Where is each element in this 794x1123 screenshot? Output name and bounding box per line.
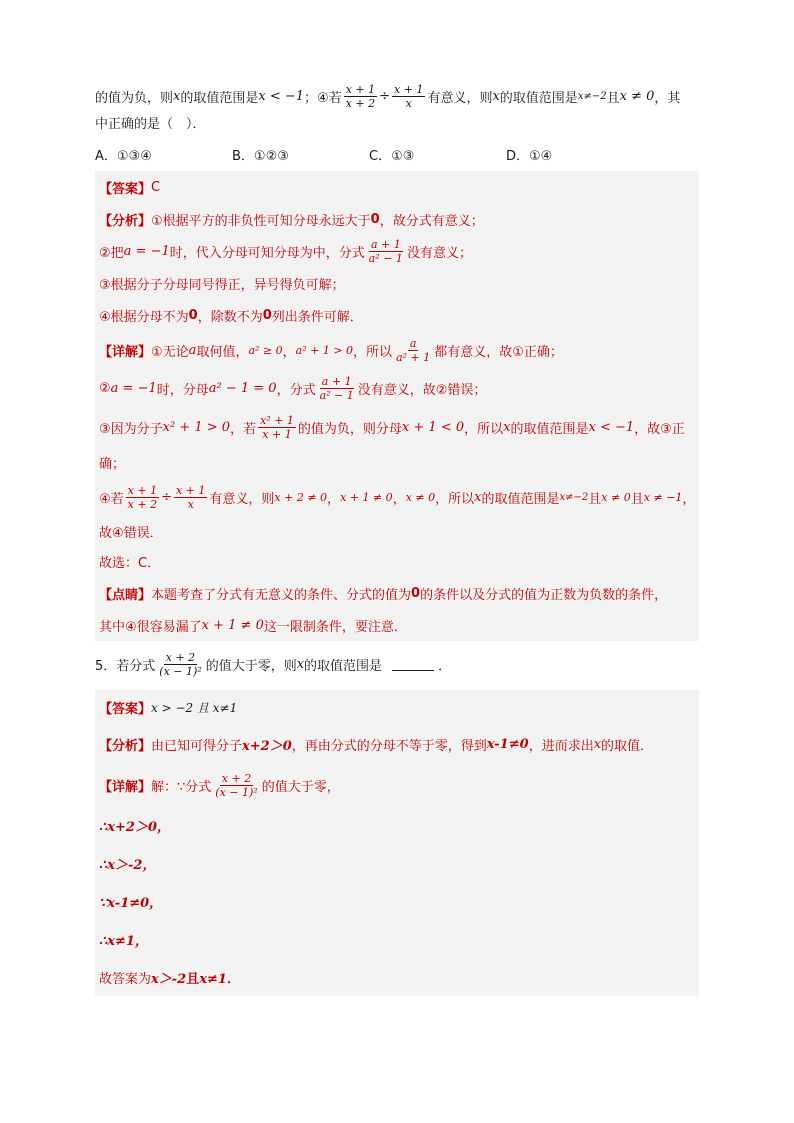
math-expr: x + 1 ≠ 0 (340, 490, 393, 504)
detail-row-3 (99, 407, 695, 447)
text: 解：∵分式 (151, 779, 212, 795)
step-1 (99, 806, 695, 844)
text: 的条件以及分式的值为正数为负数的条件， (420, 587, 668, 603)
var-x: x (474, 489, 482, 505)
math-expr: x+2＞0 (242, 738, 292, 754)
analysis-row-3 (99, 267, 695, 299)
math-expr: ∴x+2＞0， (99, 819, 171, 835)
comment-row-1 (99, 577, 695, 609)
analysis-row-1 (99, 203, 695, 235)
frac-den: (x − 1)² (215, 785, 258, 799)
detail-row-3b (99, 447, 695, 477)
q5-question (95, 641, 699, 687)
fraction (394, 337, 432, 364)
text: 时，代入分母可知分母为中，分式 (169, 245, 365, 261)
q4-line-2: 中正确的是（ ）． (95, 117, 206, 132)
text: 列出条件可解． (271, 309, 363, 325)
text: ；④若 (304, 90, 342, 106)
math-expr: x＞-2 (151, 971, 187, 987)
frac-den: x + 2 (127, 497, 158, 511)
text: 故选：C． (99, 555, 161, 571)
div-symbol: ÷ (379, 88, 391, 104)
text: ，所以 (464, 421, 504, 437)
step-4 (99, 920, 695, 958)
math-expr: x² + 1 > 0 (162, 419, 231, 435)
var-x: x (503, 419, 511, 435)
frac-den: x + 1 (262, 427, 292, 441)
text: 有意义，则 (427, 90, 493, 106)
fraction (258, 414, 296, 441)
text: 的取值． (601, 738, 654, 754)
fraction (126, 484, 159, 511)
text: ，其 (654, 90, 681, 106)
step-3 (99, 882, 695, 920)
text: ． (438, 658, 452, 674)
text: ，所以 (435, 491, 475, 507)
analysis-row (99, 724, 695, 764)
text: 没有意义，故②错误； (357, 382, 487, 398)
math-expr: x + 1 ≠ 0 (201, 617, 264, 633)
step-5 (99, 958, 695, 996)
text: 的取值范围是 (180, 90, 259, 106)
text: 且 (606, 90, 620, 106)
text: 故答案为 (99, 971, 152, 987)
text: 0 (188, 307, 198, 323)
fraction (367, 238, 405, 265)
text: 的值为负，则分母 (297, 421, 402, 437)
math-expr: a² − 1 = 0 (208, 380, 277, 396)
answer-tag: 【答案】 (99, 181, 152, 197)
frac-num: x + 2 (165, 650, 196, 664)
math-expr: a² + 1 > 0 (295, 343, 354, 357)
answer-value: C (151, 179, 161, 195)
var-x: x (593, 736, 602, 752)
detail-row (99, 764, 695, 806)
math-expr: x < −1 (258, 88, 305, 104)
detail-tag: 【详解】 (99, 779, 152, 795)
frac-num: a + 1 (370, 237, 401, 251)
text: 有意义，则 (209, 491, 275, 507)
q4-answer-block (95, 171, 699, 641)
text: 且 (630, 491, 644, 507)
frac-num: a (409, 336, 417, 350)
answer-row (99, 690, 695, 724)
text: 的值大于零， (261, 779, 340, 795)
math-expr: x ≠ 0 (619, 88, 655, 104)
text: ， (682, 491, 696, 507)
detail-row-1 (99, 331, 695, 369)
frac-den: a² − 1 (368, 251, 403, 265)
var-x: x (173, 88, 181, 104)
text: 5．若分式 (95, 658, 156, 674)
text: ，故③正 (634, 421, 685, 437)
math-expr: ∴x≠1， (99, 933, 148, 949)
option-d[interactable]: D．①④ (506, 148, 553, 164)
text: 其中④很容易漏了 (99, 619, 202, 635)
detail-row-4 (99, 477, 695, 517)
math-expr: x≠−2 (559, 491, 589, 503)
var-a: a (188, 342, 197, 358)
answer-tag: 【答案】 (99, 701, 152, 717)
math-expr: a² ≥ 0 (248, 343, 283, 357)
frac-den: x (187, 497, 194, 511)
text: ③因为分子 (99, 421, 163, 437)
math-expr: x ≠ 0 (405, 490, 436, 504)
text: 0 (411, 585, 421, 601)
text: 的取值范围是 (304, 658, 383, 674)
math-expr: ∵x-1≠0， (99, 895, 163, 911)
q4-line-1 (95, 78, 699, 114)
math-expr: x-1≠0 (486, 736, 529, 752)
step-2 (99, 844, 695, 882)
text: ， (392, 491, 406, 507)
text: ，进而求出 (528, 738, 594, 754)
text: 这一限制条件，要注意． (263, 619, 407, 635)
text: 故④错误． (99, 525, 163, 541)
fraction (213, 772, 259, 799)
frac-num: x + 1 (345, 82, 376, 96)
text: 且 (186, 971, 200, 987)
comment-tag: 【点睛】 (99, 587, 152, 603)
frac-den: a² − 1 (319, 388, 354, 402)
text: ，若 (230, 421, 257, 437)
div-symbol: ÷ (161, 489, 172, 505)
text: 0 (370, 211, 380, 227)
math-expr: a = −1 (110, 380, 157, 396)
fraction (318, 375, 356, 402)
document-page (95, 78, 699, 996)
text: ，故分式有意义； (379, 213, 484, 229)
q4-options (95, 140, 699, 168)
text: 的取值范围是 (499, 90, 578, 106)
math-expr: a = −1 (123, 243, 170, 259)
text: ，所以 (353, 344, 393, 360)
frac-num: x + 2 (221, 771, 252, 785)
option-c[interactable]: C．①③ (369, 148, 415, 164)
fraction (157, 651, 203, 678)
text: 0 (262, 307, 272, 323)
math-expr: x≠1． (199, 971, 240, 987)
frac-den: a² + 1 (396, 350, 431, 364)
text: 确； (99, 456, 126, 472)
text: 时，分母 (156, 382, 209, 398)
math-expr: x < −1 (588, 419, 635, 435)
answer-row (99, 171, 695, 203)
text: 没有意义； (406, 245, 472, 261)
fraction (174, 484, 207, 511)
text: 的值为负，则 (95, 90, 174, 106)
math-expr: ∴x＞-2， (99, 857, 156, 873)
analysis-row-2 (99, 235, 695, 267)
frac-den: (x − 1)² (159, 664, 202, 678)
text: ， (327, 491, 341, 507)
detail-row-5 (99, 517, 695, 545)
math-expr: x ≠ 0 (601, 490, 631, 504)
text: 由已知可得分子 (151, 738, 243, 754)
text: 都有意义，故①正确； (434, 344, 563, 360)
text: ③根据分子分母同号得正，异号得负可解； (99, 277, 345, 293)
text: ，再由分式的分母不等于零，得到 (291, 738, 487, 754)
frac-num: x + 1 (127, 483, 158, 497)
var-x: x (492, 88, 500, 104)
answer-blank[interactable] (392, 658, 434, 671)
text: ，除数不为 (197, 309, 263, 325)
text: ①根据平方的非负性可知分母永远大于 (151, 213, 371, 229)
math-expr: x ≠ −1 (643, 490, 683, 504)
analysis-row-4 (99, 299, 695, 331)
frac-num: a + 1 (321, 374, 352, 388)
math-expr: x≠−2 (577, 90, 607, 102)
detail-row-2: ② a = −1 时，分母 a² − 1 = 0 ，分式 $\frac{a + 1}{\text{a² − 1}}$ 没有意义，故②错误； (99, 374, 487, 402)
text: 本题考查了分式有无意义的条件、分式的值为 (151, 587, 412, 603)
text: ④根据分母不为 (99, 309, 189, 325)
text: 的取值范围是 (481, 491, 560, 507)
text: 的取值范围是 (510, 421, 589, 437)
frac-num: x + 1 (394, 82, 424, 96)
choose-row (99, 545, 695, 577)
fraction (344, 83, 377, 110)
analysis-tag: 【分析】 (99, 738, 152, 754)
text: ①无论 (151, 344, 189, 360)
frac-num: x² + 1 (260, 413, 294, 427)
text: ， (282, 344, 296, 360)
comment-row-2 (99, 609, 695, 641)
math-expr: x + 1 < 0 (401, 419, 465, 435)
option-b[interactable]: B．①②③ (232, 148, 289, 164)
detail-tag: 【详解】 (99, 344, 152, 360)
frac-num: x + 1 (175, 483, 206, 497)
var-x: x (296, 656, 305, 672)
text: ②把 (99, 245, 124, 261)
text: 的值大于零，则 (205, 658, 297, 674)
q5-answer-block (95, 690, 699, 996)
text: ，分式 (276, 382, 316, 398)
answer-value: x > −2 且 x≠1 (151, 700, 238, 715)
frac-den: x + 2 (345, 96, 376, 110)
text: 且 (588, 491, 602, 507)
frac-den: x (405, 96, 412, 110)
option-a[interactable]: A．①③④ (95, 148, 152, 164)
fraction (392, 83, 425, 110)
math-expr: x + 2 ≠ 0 (274, 490, 328, 504)
text: 取何值， (196, 344, 249, 360)
analysis-tag: 【分析】 (99, 213, 152, 229)
text: ④若 (99, 491, 124, 507)
